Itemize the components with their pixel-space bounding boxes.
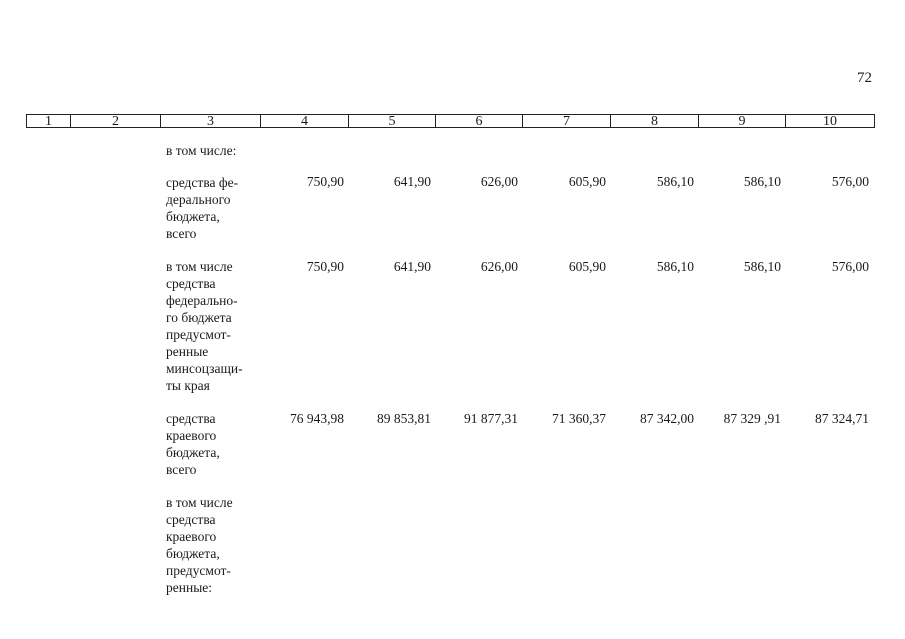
header-col-3: 3 [161,115,261,127]
value-cell: 605,90 [568,259,606,274]
value-cell: 87 324,71 [815,411,869,426]
row-label-federal-social-protection [166,258,256,394]
value-cell: 750,90 [306,259,344,274]
label-line: в том числе: [166,143,237,158]
value-cell: 87 329 ,91 [723,411,781,426]
header-col-10: 10 [823,114,837,129]
value-cell: 91 877,31 [464,411,518,426]
row-label-regional-total [166,410,256,478]
label-line: всего [166,462,197,477]
label-line: предусмот- [166,563,231,578]
label-line: средства [166,276,216,291]
label-line: краевого [166,428,217,443]
header-col-7: 7 [523,115,611,127]
header-col-5: 5 [349,115,436,127]
value-cell: 626,00 [480,174,518,189]
label-line: ренные: [166,580,213,595]
row-label-federal-total [166,174,256,242]
label-line: ты края [166,378,210,393]
label-line: минсоцзащи- [166,361,243,376]
value-cell: 71 360,37 [552,411,606,426]
label-line: средства [166,512,216,527]
value-cell: 750,90 [306,174,344,189]
label-line: дерального [166,192,231,207]
label-line: всего [166,226,197,241]
value-cell: 586,10 [743,174,781,189]
value-cell: 586,10 [743,259,781,274]
row-label-including [166,142,256,159]
header-col-1: 1 [27,115,71,127]
label-line: в том числе [166,259,233,274]
header-col-2: 2 [71,115,161,127]
value-cell: 576,00 [831,259,869,274]
label-line: средства фе- [166,175,239,190]
header-col-4: 4 [261,115,349,127]
header-col-8: 8 [611,115,699,127]
value-cell: 641,90 [393,174,431,189]
label-line: предусмот- [166,327,231,342]
value-cell: 576,00 [831,174,869,189]
value-cell: 586,10 [656,174,694,189]
value-cell: 641,90 [393,259,431,274]
header-col-6: 6 [436,115,523,127]
value-cell: 87 342,00 [640,411,694,426]
label-line: в том числе [166,495,233,510]
label-line: краевого [166,529,217,544]
label-line: го бюджета [166,310,232,325]
value-cell: 626,00 [480,259,518,274]
label-line: средства [166,411,216,426]
table-header-row [26,114,875,128]
label-line: федерально- [166,293,238,308]
header-col-9: 9 [699,115,786,127]
value-cell: 605,90 [568,174,606,189]
label-line: ренные [166,344,209,359]
value-cell: 89 853,81 [377,411,431,426]
page-number: 72 [857,70,872,86]
row-label-regional-provided [166,494,256,596]
value-cell: 76 943,98 [290,411,344,426]
label-line: бюджета, [166,546,220,561]
label-line: бюджета, [166,445,220,460]
value-cell: 586,10 [656,259,694,274]
label-line: бюджета, [166,209,220,224]
